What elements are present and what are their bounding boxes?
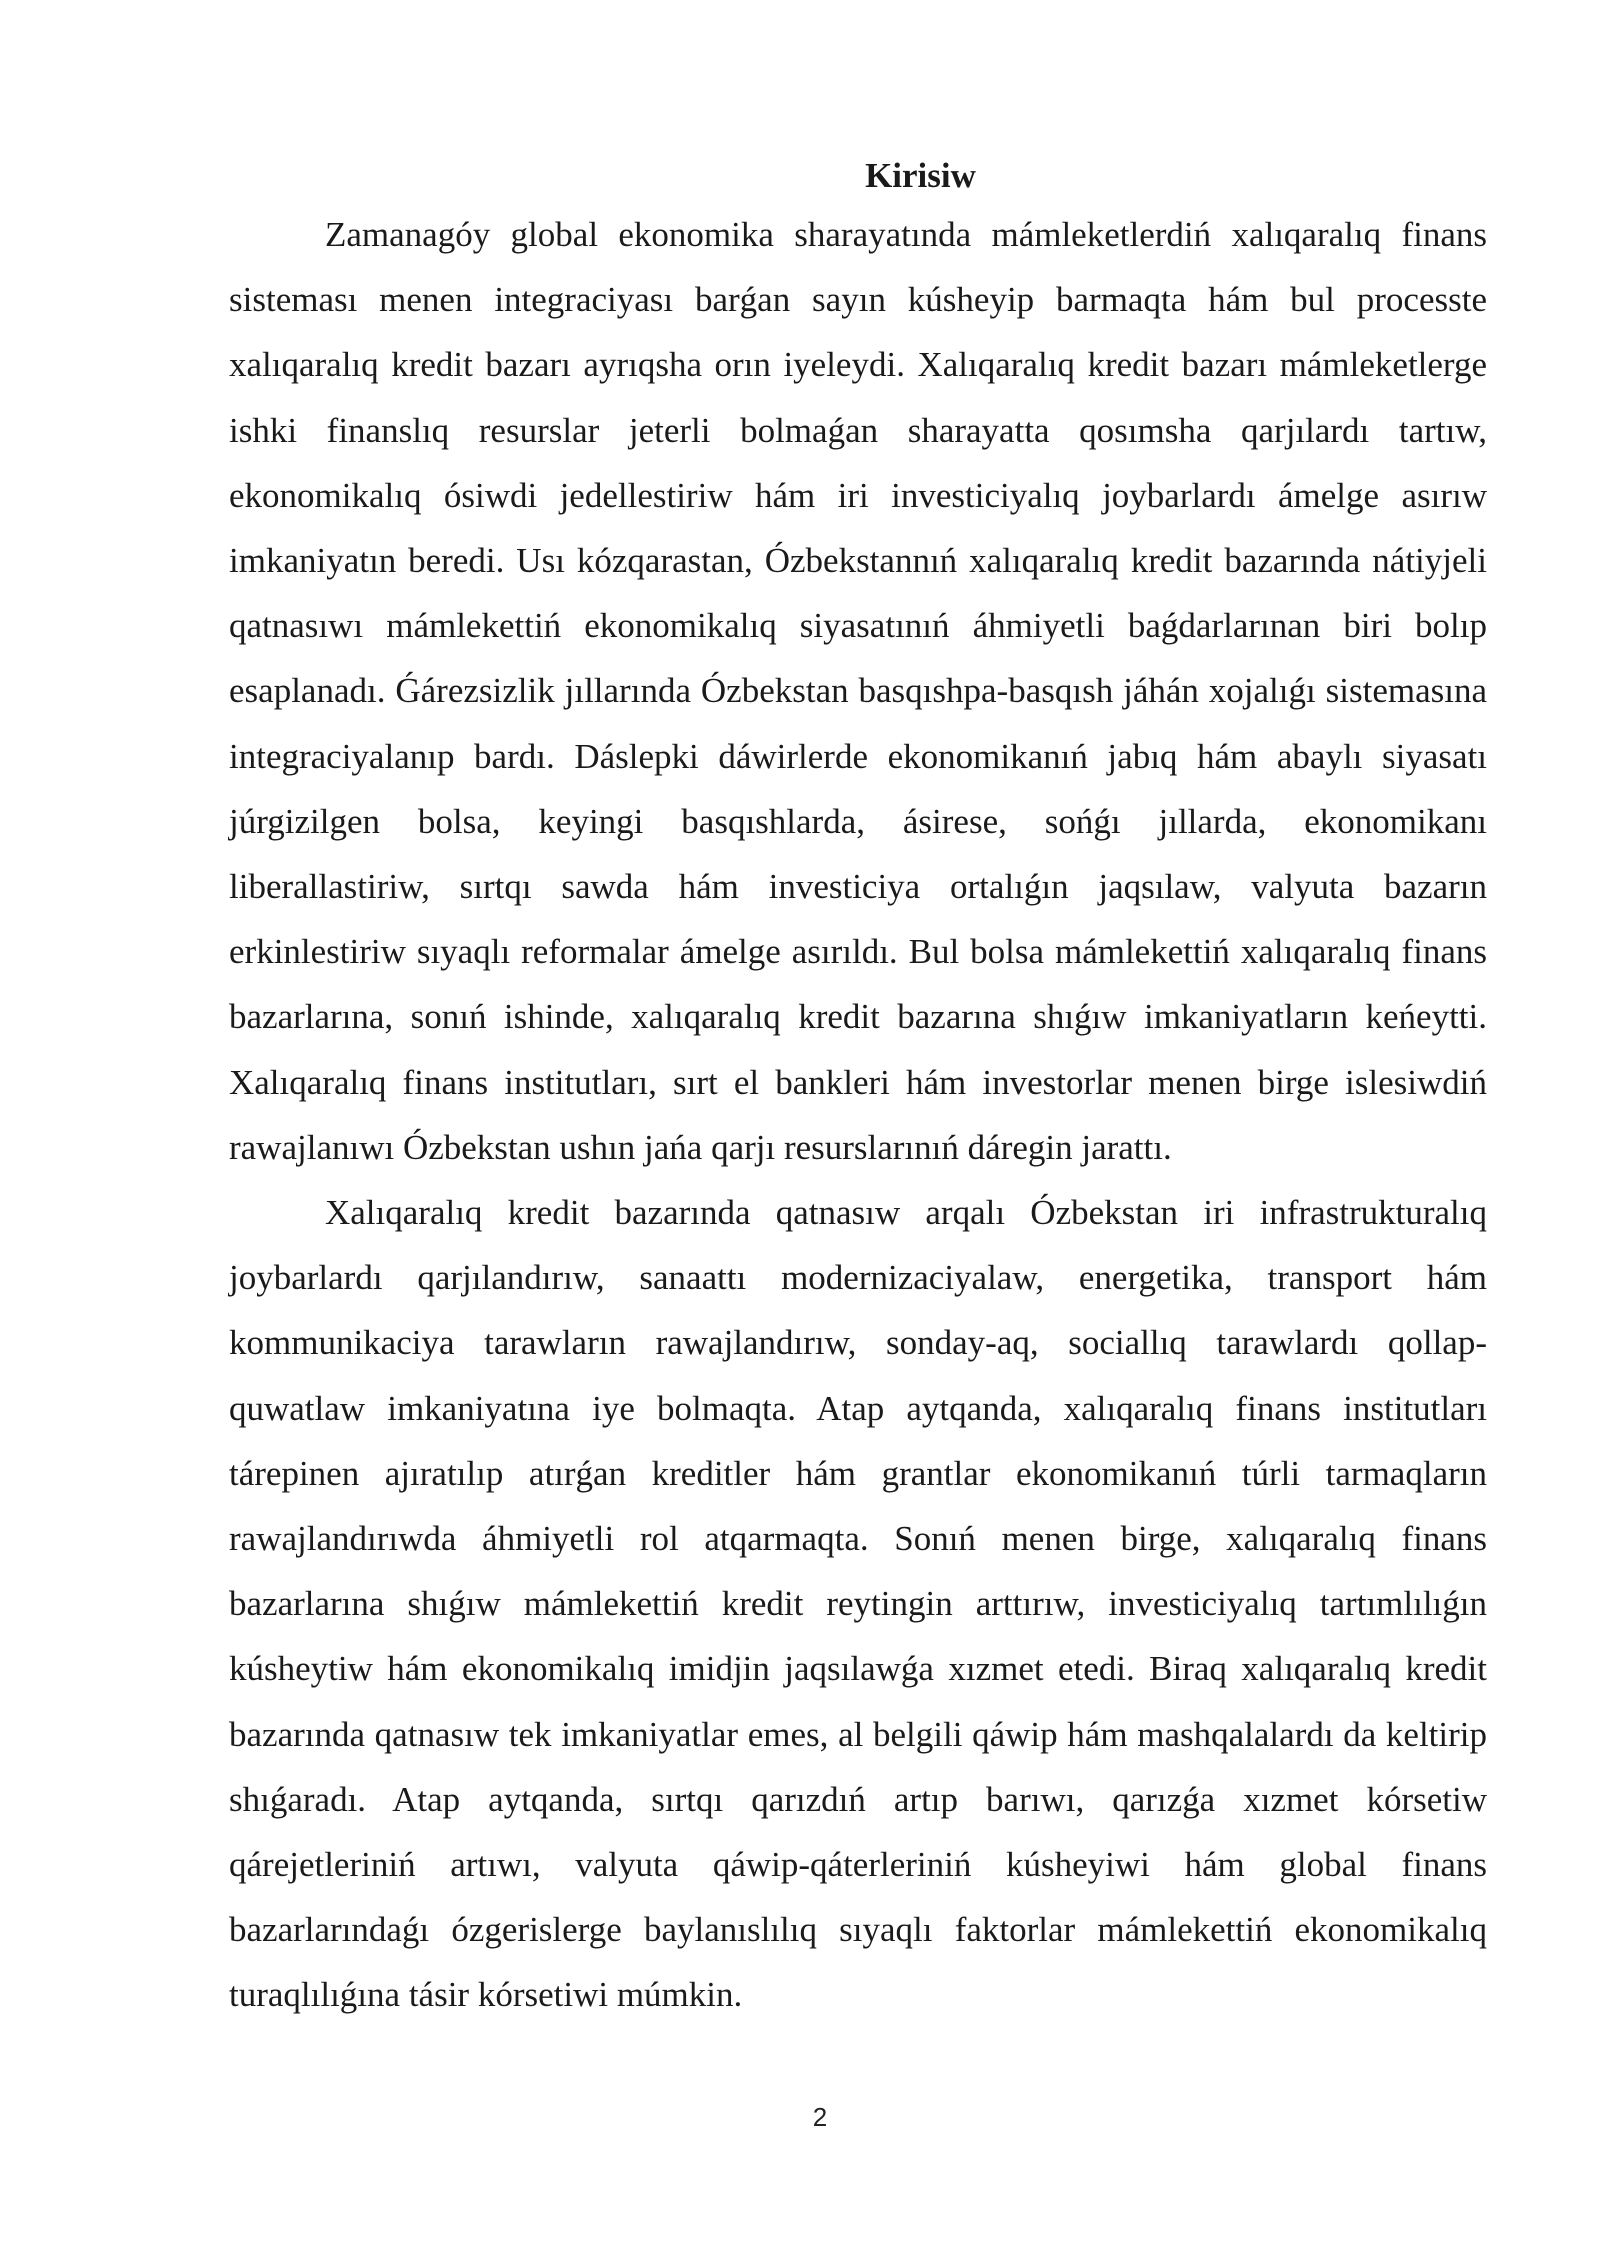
page-content <box>229 150 1487 2028</box>
page-number: 2 <box>812 2102 828 2132</box>
paragraph-2: Xalıqaralıq kredit bazarında qatnasıw arqalı Ózbekstan iri infrastrukturalıq joybarlardı qarjılandırıw, sanaattı modernizaciyalaw, energetika, transport hám kommunikaciya tarawların rawajlandırıw, sonday-aq, sociallıq tarawlardı qollap-quwatlaw imkaniyatına iye bolmaqta. Atap aytqanda, xalıqaralıq finans institutları tárepinen ajıratılıp atırǵan kreditler hám grantlar ekonomikanıń túrli tarmaqların rawajlandırıwda áhmiyetli rol atqarmaqta. Sonıń menen birge, xalıqaralıq finans bazarlarına shıǵıw mámlekettiń kredit reytingin arttırıw, investiciyalıq tartımlılıǵın kúsheytiw hám ekonomikalıq imidjin jaqsılawǵa xızmet etedi. Biraq xalıqaralıq kredit bazarında qatnasıw tek imkaniyatlar emes, al belgili qáwip hám mashqalalardı da keltirip shıǵaradı. Atap aytqanda, sırtqı qarızdıń artıp barıwı, qarızǵa xızmet kórsetiw qárejetleriniń artıwı, valyuta qáwip-qáterleriniń kúsheyiwi hám global finans bazarlarındaǵı ózgerislerge baylanıslılıq sıyaqlı faktorlar mámlekettiń ekonomikalıq turaqlılıǵına tásir kórsetiwi múmkin. <box>229 1193 1487 2015</box>
paragraph-1: Zamanagóy global ekonomika sharayatında mámleketlerdiń xalıqaralıq finans sisteması menen integraciyası barǵan sayın kúsheyip barmaqta hám bul processte xalıqaralıq kredit bazarı ayrıqsha orın iyeleydi. Xalıqaralıq kredit bazarı mámleketlerge ishki finanslıq resurslar jeterli bolmaǵan sharayatta qosımsha qarjılardı tartıw, ekonomikalıq ósiwdi jedellestiriw hám iri investiciyalıq joybarlardı ámelge asırıw imkaniyatın beredi. Usı kózqarastan, Ózbekstannıń xalıqaralıq kredit bazarında nátiyjeli qatnasıwı mámlekettiń ekonomikalıq siyasatınıń áhmiyetli baǵdarlarınan biri bolıp esaplanadı. Ǵárezsizlik jıllarında Ózbekstan basqıshpa-basqısh jáhán xojalıǵı sistemasına integraciyalanıp bardı. Dáslepki dáwirlerde ekonomikanıń jabıq hám abaylı siyasatı júrgizilgen bolsa, keyingi basqıshlarda, ásirese, sońǵı jıllarda, ekonomikanı liberallastiriw, sırtqı sawda hám investiciya ortalıǵın jaqsılaw, valyuta bazarın erkinlestiriw sıyaqlı reformalar ámelge asırıldı. Bul bolsa mámlekettiń xalıqaralıq finans bazarlarına, sonıń ishinde, xalıqaralıq kredit bazarına shıǵıw imkaniyatların keńeytti. Xalıqaralıq finans institutları, sırt el bankleri hám investorlar menen birge islesiwdiń rawajlanıwı Ózbekstan ushın jańa qarjı resurslarınıń dáregin jarattı. <box>229 215 1487 1167</box>
section-title: Kirisiw <box>865 156 976 195</box>
